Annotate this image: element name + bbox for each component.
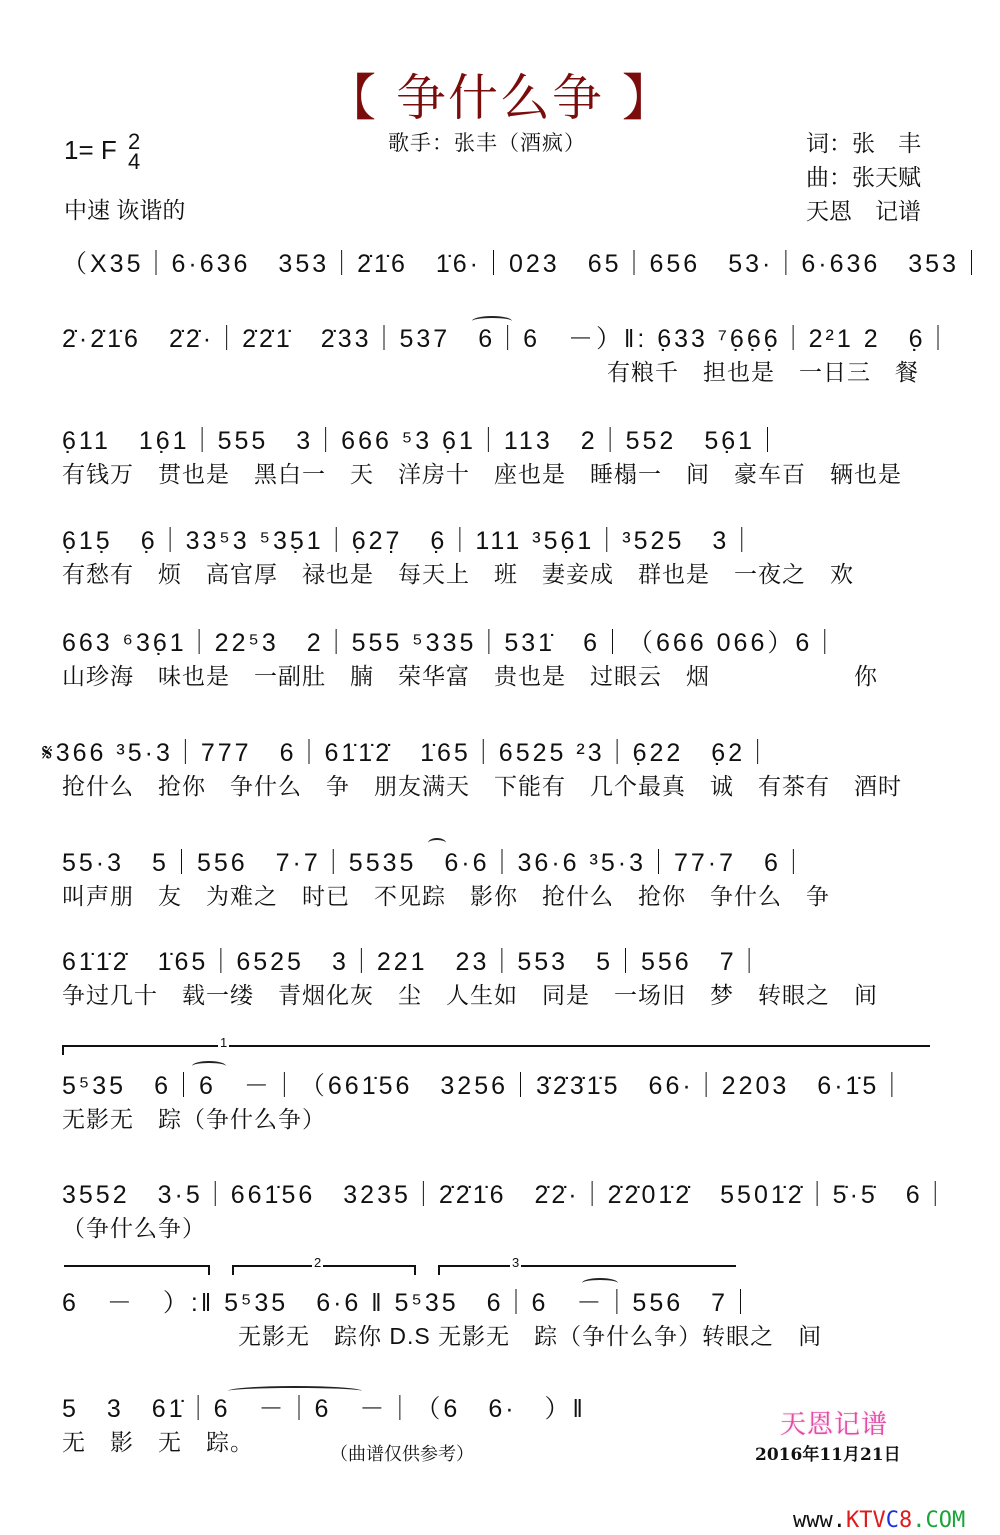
volta-bracket-1-end <box>64 1265 210 1275</box>
key-signature <box>64 129 141 174</box>
site-watermark <box>793 1508 965 1533</box>
notes: （X35｜6·636 353｜2̇1̇6 1̇6·｜023 65｜656 53·｜6·636 353｜ <box>62 250 987 278</box>
score-line-8 <box>62 945 932 1011</box>
notes: 5⁵35 6｜6 －｜（661̇56 3256｜3̇2̇3̇1̇5 66·｜2203 6·1̇5｜ <box>62 1072 908 1100</box>
singer: 歌手：张丰（酒疯） <box>388 131 586 155</box>
site-c: C <box>885 1508 899 1533</box>
composer: 曲：张天赋 <box>806 164 921 190</box>
score-line-9 <box>62 1069 932 1135</box>
notes: 2̇·2̇1̇6 2̇2̇·｜2̇2̇1̇ 2̇33｜537 6｜6 －）‖: 6̣33 ⁷6̣6̣6̣｜2²1 2 6̣｜ <box>62 325 954 353</box>
score-line-2 <box>62 322 954 388</box>
transcriber-stamp: 天恩记谱 <box>780 1410 889 1440</box>
notes: 5 3 61̇｜6 －｜6 －｜（6 6· ）‖ <box>62 1395 586 1423</box>
time-signature-top: 2 <box>127 129 141 154</box>
lyricist: 词：张 丰 <box>806 130 921 156</box>
lyrics: 山珍海 味也是 一副肚 腩 荣华富 贵也是 过眼云 烟 你 <box>62 663 878 689</box>
score-line-7 <box>62 846 932 912</box>
volta-number: 2 <box>314 1255 322 1270</box>
site-8: 8 <box>898 1508 913 1533</box>
credits <box>806 126 921 228</box>
song-title: 【 争什么争 】 <box>326 69 674 127</box>
score-line-11 <box>62 1286 932 1352</box>
lyrics: 有钱万 贯也是 黑白一 天 洋房十 座也是 睡榻一 间 豪车百 辆也是 <box>62 461 902 487</box>
time-signature <box>127 129 141 174</box>
transcriber: 天恩 记谱 <box>806 198 921 224</box>
notes: 61̇1̇2̇ 1̇65｜6525 3｜221 23｜553 5｜556 7｜ <box>62 948 765 976</box>
time-signature-bottom: 4 <box>127 149 141 174</box>
lyrics: 无影无 踪（争什么争） <box>62 1106 326 1132</box>
notes: 6 － ）:‖ 5⁵35 6·6 ‖ 5⁵35 6｜6 －｜556 7｜ <box>62 1289 757 1317</box>
score-line-5 <box>62 626 932 692</box>
score-line-6 <box>42 736 932 802</box>
site-com: .COM <box>912 1508 966 1533</box>
notes: 6̣11 16̣1｜555 3｜666 ⁵3 6̣1｜113 2｜552 56̣1｜ <box>62 427 784 455</box>
reference-note: （曲谱仅供参考） <box>330 1444 474 1465</box>
volta-bracket-1 <box>62 1035 930 1055</box>
key-label: 1= F <box>64 134 117 165</box>
lyrics: 叫声朋 友 为难之 时已 不见踪 影你 抢什么 抢你 争什么 争 <box>62 883 830 909</box>
volta-bracket-3 <box>438 1255 736 1275</box>
site-ktv: KTV <box>845 1508 886 1533</box>
notes: 𝄋366 ³5·3｜777 6｜61̇1̇2̇ 1̇65｜6525 ²3｜6̣22 6̣2｜ <box>42 739 774 767</box>
score-line-10 <box>62 1178 951 1244</box>
lyrics: 抢什么 抢你 争什么 争 朋友满天 下能有 几个最真 诚 有茶有 酒时 <box>62 773 902 799</box>
site-www: www. <box>793 1508 846 1533</box>
volta-bracket-2 <box>232 1255 416 1275</box>
lyrics: 有愁有 烦 高官厚 禄也是 每天上 班 妻妾成 群也是 一夜之 欢 <box>62 561 854 587</box>
lyrics: （争什么争） <box>62 1215 206 1241</box>
score-line-4 <box>62 524 932 590</box>
score-line-1 <box>62 247 987 281</box>
volta-number: 3 <box>512 1255 520 1270</box>
lyrics: 无 影 无 踪。 <box>62 1429 254 1455</box>
score-line-3 <box>62 424 932 490</box>
lyrics: 有粮千 担也是 一日三 餐 <box>607 359 919 385</box>
lyrics: 无影无 踪你 D.S 无影无 踪（争什么争）转眼之 间 <box>238 1323 823 1349</box>
tempo-marking: 中速 诙谐的 <box>64 197 186 223</box>
notes: 663 ⁶36̣1｜22⁵3 2｜555 ⁵335｜531̇ 6｜（666 066）6｜ <box>62 629 841 657</box>
volta-number: 1 <box>220 1035 228 1050</box>
notes: 55·3 5｜556 7·7｜5535 6·6｜36·6 ³5·3｜77·7 6｜ <box>62 849 809 877</box>
notes: 6̣15̣ 6̣｜33⁵3 ⁵35̣1｜6̣27̣ 6̣｜111 ³56̣1｜³525 3｜ <box>62 527 758 555</box>
date: 2016年11月21日 <box>755 1445 901 1465</box>
notes: 3552 3·5｜661̇56 3235｜2̇2̇1̇6 2̇2̇·｜2̇2̇01̇2̇ 5501̇2̇｜5̇·5̇ 6｜ <box>62 1181 951 1209</box>
lyrics: 争过几十 载一缕 青烟化灰 尘 人生如 同是 一场旧 梦 转眼之 间 <box>62 982 878 1008</box>
